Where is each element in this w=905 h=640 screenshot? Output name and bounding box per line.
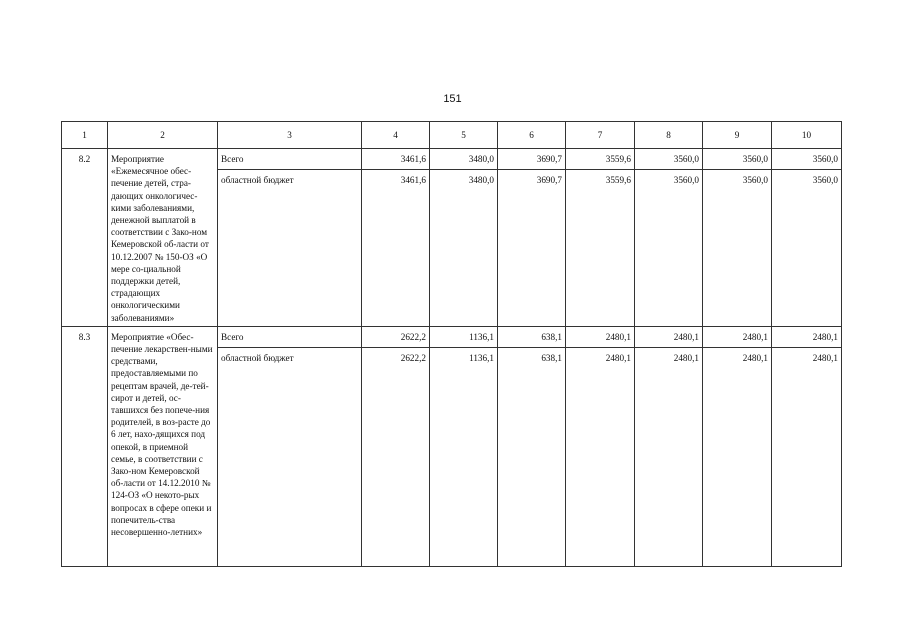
value-cell: 3480,0 — [430, 170, 498, 327]
value-cell: 3690,7 — [498, 170, 566, 327]
value-cell: 3480,0 — [430, 149, 498, 170]
value-cell: 2480,1 — [772, 326, 842, 347]
table-row — [62, 326, 842, 347]
page-number: 151 — [443, 93, 462, 105]
value-cell: 3560,0 — [703, 149, 772, 170]
value-cell: 2622,2 — [362, 326, 430, 347]
table-row — [62, 149, 842, 170]
column-header: 5 — [430, 122, 498, 149]
column-header: 3 — [218, 122, 362, 149]
funding-source: областной бюджет — [218, 170, 362, 327]
row-number: 8.2 — [62, 149, 108, 327]
column-header: 10 — [772, 122, 842, 149]
column-header: 8 — [635, 122, 703, 149]
column-header: 1 — [62, 122, 108, 149]
value-cell: 638,1 — [498, 347, 566, 566]
column-header: 4 — [362, 122, 430, 149]
value-cell: 3559,6 — [566, 149, 635, 170]
value-cell: 2480,1 — [635, 347, 703, 566]
value-cell: 2480,1 — [635, 326, 703, 347]
value-cell: 3559,6 — [566, 170, 635, 327]
value-cell: 2480,1 — [566, 347, 635, 566]
value-cell: 3690,7 — [498, 149, 566, 170]
funding-source: Всего — [218, 149, 362, 170]
value-cell: 638,1 — [498, 326, 566, 347]
column-header: 9 — [703, 122, 772, 149]
value-cell: 3560,0 — [703, 170, 772, 327]
value-cell: 2480,1 — [772, 347, 842, 566]
row-number: 8.3 — [62, 326, 108, 566]
value-cell: 2480,1 — [566, 326, 635, 347]
funding-source: областной бюджет — [218, 347, 362, 566]
funding-source: Всего — [218, 326, 362, 347]
value-cell: 1136,1 — [430, 326, 498, 347]
value-cell: 1136,1 — [430, 347, 498, 566]
value-cell: 2480,1 — [703, 347, 772, 566]
value-cell: 2622,2 — [362, 347, 430, 566]
value-cell: 3461,6 — [362, 149, 430, 170]
value-cell: 3560,0 — [772, 149, 842, 170]
measure-name: Мероприятие «Ежемесячное обес-печение детей, стра-дающих онкологичес-кими заболеваниями, денежной выплатой в соответствии с Зако-ном Кемеровской об-ласти от 10.12.2007 № 150-ОЗ «О мере со-циальной поддержки детей, страдающих онкологическими заболеваниями» — [108, 149, 218, 327]
measure-name: Мероприятие «Обес-печение лекарствен-ными средствами, предоставляемыми по рецептам врачей, де-тей-сирот и детей, ос-тавшихся без попече-ния родителей, в воз-расте до 6 лет, нахо-дящихся под опекой, в приемной семье, в соответствии с Зако-ном Кемеровской об-ласти от 14.12.2010 № 124-ОЗ «О некото-рых вопросах в сфере опеки и попечитель-ства несовершенно-летних» — [108, 326, 218, 566]
column-header: 2 — [108, 122, 218, 149]
table-header-row — [62, 122, 842, 149]
value-cell: 2480,1 — [703, 326, 772, 347]
column-header: 6 — [498, 122, 566, 149]
value-cell: 3560,0 — [772, 170, 842, 327]
budget-table — [61, 121, 842, 567]
value-cell: 3560,0 — [635, 149, 703, 170]
value-cell: 3560,0 — [635, 170, 703, 327]
value-cell: 3461,6 — [362, 170, 430, 327]
column-header: 7 — [566, 122, 635, 149]
